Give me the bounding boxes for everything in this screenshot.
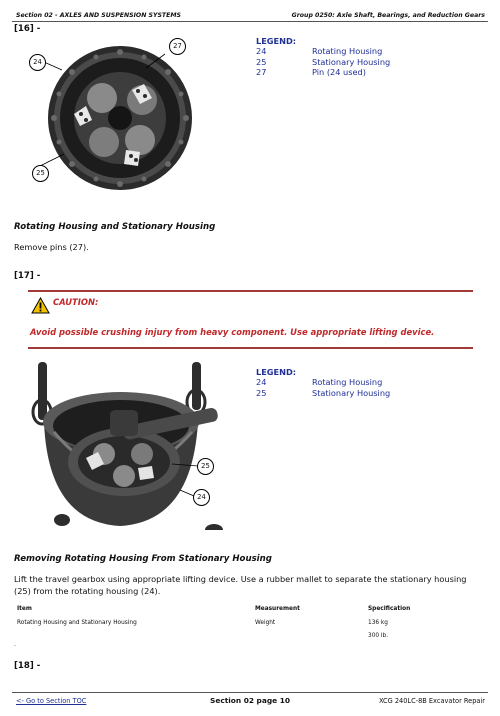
step-16-label: [16] - [14, 24, 41, 34]
legend-title: LEGEND: [256, 367, 297, 377]
section-header: Section 02 - AXLES AND SUSPENSION SYSTEMS [16, 12, 181, 19]
callout-24: 24 [193, 489, 210, 506]
legend-text: Stationary Housing [312, 387, 391, 398]
legend-number: 25 [256, 387, 267, 398]
spec-header-item: Item [17, 606, 32, 612]
header-rule [12, 21, 488, 22]
section-toc-link[interactable]: <- Go to Section TOC [16, 697, 87, 705]
legend-row [256, 57, 390, 67]
callout-25: 25 [197, 458, 214, 475]
page-number: Section 02 page 10 [210, 696, 290, 705]
legend-number: 25 [256, 56, 267, 67]
legend-title: LEGEND: [256, 36, 297, 46]
step-18-label: [18] - [14, 661, 41, 671]
caution-rule-top [28, 290, 473, 292]
figure-separating-housings [14, 362, 226, 530]
spec-header-measurement: Measurement [255, 606, 300, 612]
caution-rule-bottom [28, 347, 473, 349]
document-title: XCG 240LC-8B Excavator Repair [378, 697, 485, 705]
legend-number: 24 [256, 377, 267, 388]
figure-rotating-stationary-housing [28, 36, 204, 194]
caution-text: Avoid possible crushing injury from heavy component. Use appropriate lifting device. [30, 327, 435, 337]
spec-item: Rotating Housing and Stationary Housing [17, 620, 137, 626]
instruction-16: Remove pins (27). [14, 242, 89, 252]
legend-16 [256, 36, 390, 77]
legend-text: Pin (24 used) [312, 66, 366, 77]
callout-24: 24 [29, 54, 46, 71]
instruction-17: Lift the travel gearbox using appropriate lifting device. Use a rubber mallet to separate the stationary housing (25) from the rotating housing (24). [14, 574, 467, 596]
legend-text: Rotating Housing [312, 46, 383, 57]
legend-row [256, 46, 390, 56]
callout-25: 25 [32, 165, 49, 182]
callout-27: 27 [169, 38, 186, 55]
step-17-label: [17] - [14, 271, 41, 281]
legend-row [256, 67, 390, 77]
legend-row [256, 388, 390, 398]
legend-17 [256, 367, 390, 398]
figure-caption-17: Removing Rotating Housing From Stationary Housing [14, 554, 272, 564]
spec-measurement: Weight [255, 620, 276, 626]
spec-value-metric: 136 kg [368, 620, 388, 626]
legend-number: 24 [256, 46, 267, 57]
caution-label: CAUTION: [53, 297, 99, 307]
spec-value-imperial: 300 lb. [368, 633, 389, 639]
spec-header-specification: Specification [368, 606, 411, 612]
group-header: Group 0250: Axle Shaft, Bearings, and Reduction Gears [291, 12, 485, 19]
legend-text: Stationary Housing [312, 56, 391, 67]
figure-caption-16: Rotating Housing and Stationary Housing [14, 222, 216, 232]
footer-rule [12, 692, 488, 693]
note-dot: . [14, 642, 16, 648]
legend-text: Rotating Housing [312, 377, 383, 388]
legend-number: 27 [256, 66, 267, 77]
warning-triangle-icon [31, 297, 50, 314]
legend-row [256, 377, 390, 387]
